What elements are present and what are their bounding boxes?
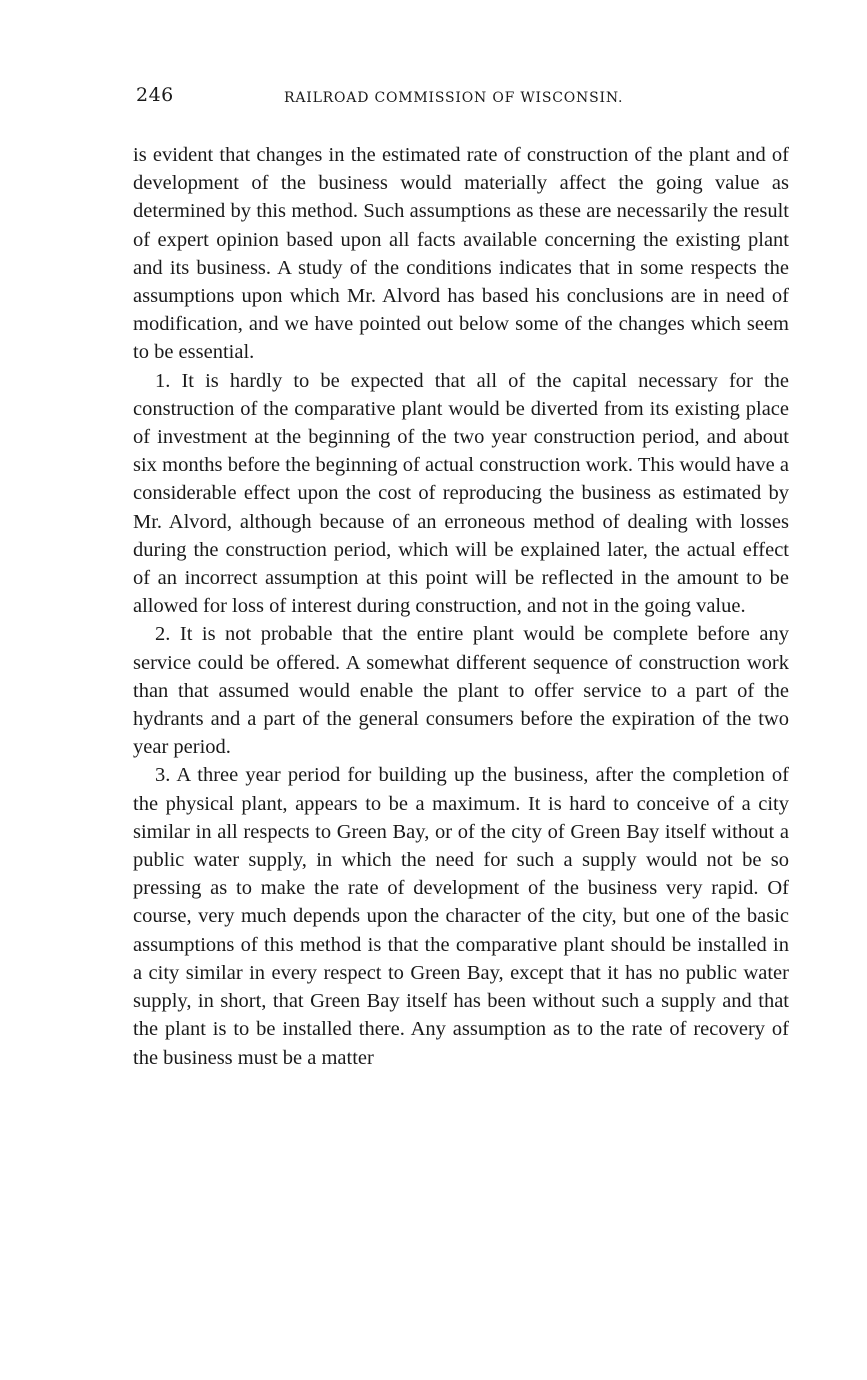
running-head bbox=[136, 84, 788, 114]
paragraph-point-1: 1. It is hardly to be expected that all of the capital necessary for the construction of the comparative plant would be diverted from its existing place of investment at the beginning of the two year construction period, and about six months before the beginning of actual construction work. This would have a considerable effect upon the cost of reproducing the business as estimated by Mr. Alvord, although because of an erroneous method of dealing with losses during the construction period, which will be explained later, the actual effect of an incorrect assumption at this point will be reflected in the amount to be allowed for loss of interest during construction, and not in the going value. bbox=[133, 369, 789, 618]
paragraph-point-2: 2. It is not probable that the entire plant would be complete before any service could be offered. A somewhat different sequence of construction work than that assumed would enable the plant to offer service to a part of the hydrants and a part of the general consumers before the expiration of the two year period. bbox=[133, 623, 789, 759]
running-head-title: RAILROAD COMMISSION OF WISCONSIN. bbox=[284, 90, 624, 106]
paragraph-point-3: 3. A three year period for building up the business, after the completion of the physical plant, appears to be a maximum. It is hard to conceive of a city similar in all respects to Green Bay, or of the city of Green Bay itself without a public water supply, in which the need for such a supply would not be so pressing as to make the rate of development of the business very rapid. Of course, very much depends upon the character of the city, but one of the basic assumptions of this method is that the comparative plant should be installed in a city similar in every respect to Green Bay, except that it has no public water supply, in short, that Green Bay itself has been without such a supply and that the plant is to be installed there. Any assumption as to the rate of recovery of the business must be a matter bbox=[133, 764, 789, 1069]
paragraph-continuation: is evident that changes in the estimated rate of construction of the plant and of development of the business would materially affect the going value as determined by this method. Such assumptions as these are necessarily the result of expert opinion based upon all facts available concerning the existing plant and its business. A study of the conditions indicates that in some respects the assumptions upon which Mr. Alvord has based his conclusions are in need of modification, and we have pointed out below some of the changes which seem to be essential. bbox=[133, 144, 789, 364]
page-number: 246 bbox=[136, 84, 174, 106]
body-text bbox=[133, 141, 789, 1072]
